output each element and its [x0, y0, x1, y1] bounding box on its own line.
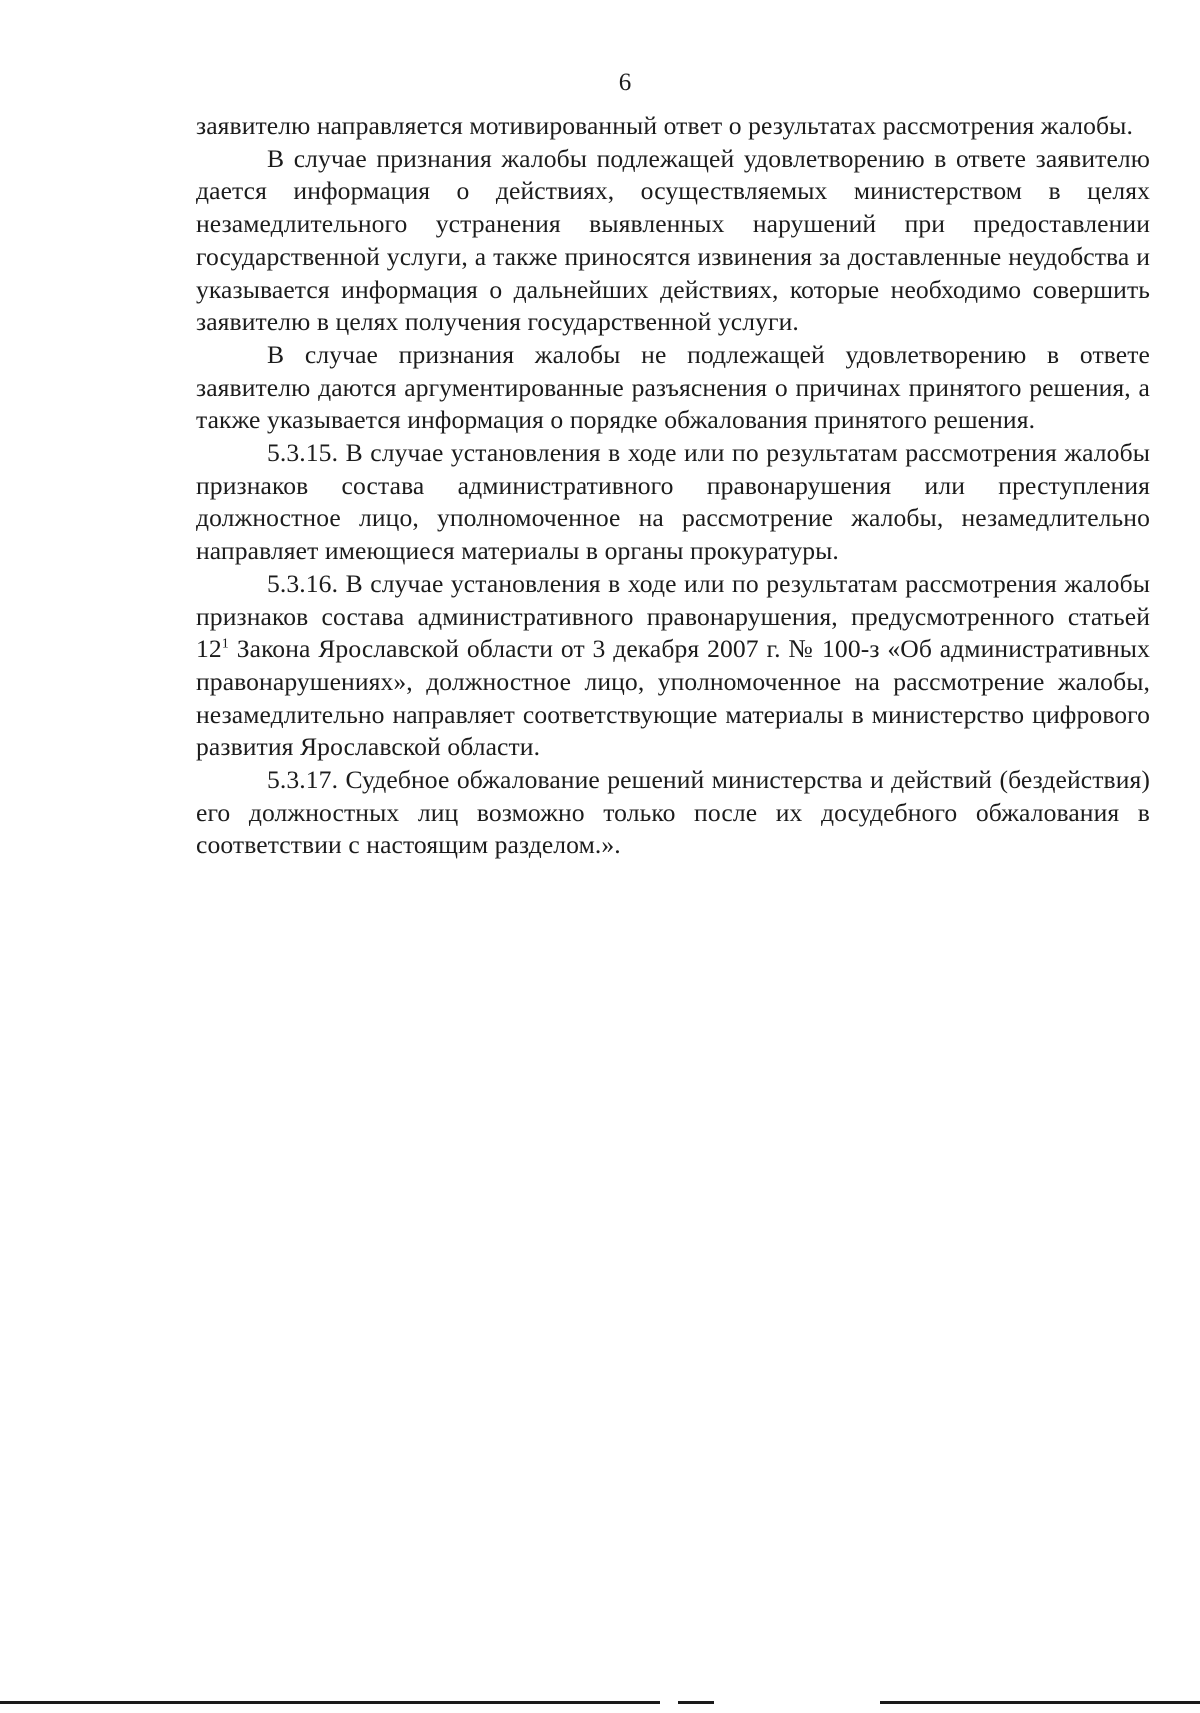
paragraph-complaint-rejected: В случае признания жалобы не подлежащей удовлетворению в ответе заявителю даются аргументированные разъяснения о причинах принятого решения, а также указывается информация о порядке обжалования принятого решения. — [196, 339, 1150, 435]
paragraph-complaint-satisfied: В случае признания жалобы подлежащей удовлетворению в ответе заявителю дается информация о действиях, осуществляемых министерством в целях незамедлительного устранения выявленных нарушений при предоставлении государственной услуги, а также приносятся извинения за доставленные неудобства и указывается информация о дальнейших действиях, которые необходимо совершить заявителю в целях получения государственной услуги. — [196, 143, 1150, 337]
paragraph-5-3-15: 5.3.15. В случае установления в ходе или по результатам рассмотрения жалобы признаков состава административного правонарушения или преступления должностное лицо, уполномоченное на рассмотрение жалобы, незамедлительно направляет имеющиеся материалы в органы прокуратуры. — [196, 438, 1150, 566]
paragraph-continuation: заявителю направляется мотивированный ответ о результатах рассмотрения жалобы. — [196, 111, 1133, 140]
article-superscript: 1 — [221, 636, 229, 652]
scan-edge-rule — [0, 1701, 660, 1704]
scan-edge-rule — [678, 1701, 714, 1704]
paragraph-5-3-16 — [196, 568, 1150, 764]
scan-edge-rule — [880, 1701, 1200, 1704]
paragraph-5-3-17: 5.3.17. Судебное обжалование решений министерства и действий (бездействия) его должностных лиц возможно только после их досудебного обжалования в соответствии с настоящим разделом.». — [196, 765, 1150, 860]
document-body — [196, 110, 1150, 862]
page-number: 6 — [618, 69, 632, 96]
paragraph-5-3-16-start: 5.3.16. В случае установления в ходе или по результатам рассмотрения жалобы признаков состава административного правонарушения, предусмотренного статьей 12 — [196, 568, 1150, 664]
paragraph-5-3-16-end: Закона Ярославской области от 3 декабря 2007 г. № 100-з «Об административных правонарушениях», должностное лицо, уполномоченное на рассмотрение жалобы, незамедлительно направляет соответствующие материалы в министерство цифрового развития Ярославской области. — [196, 634, 1150, 762]
